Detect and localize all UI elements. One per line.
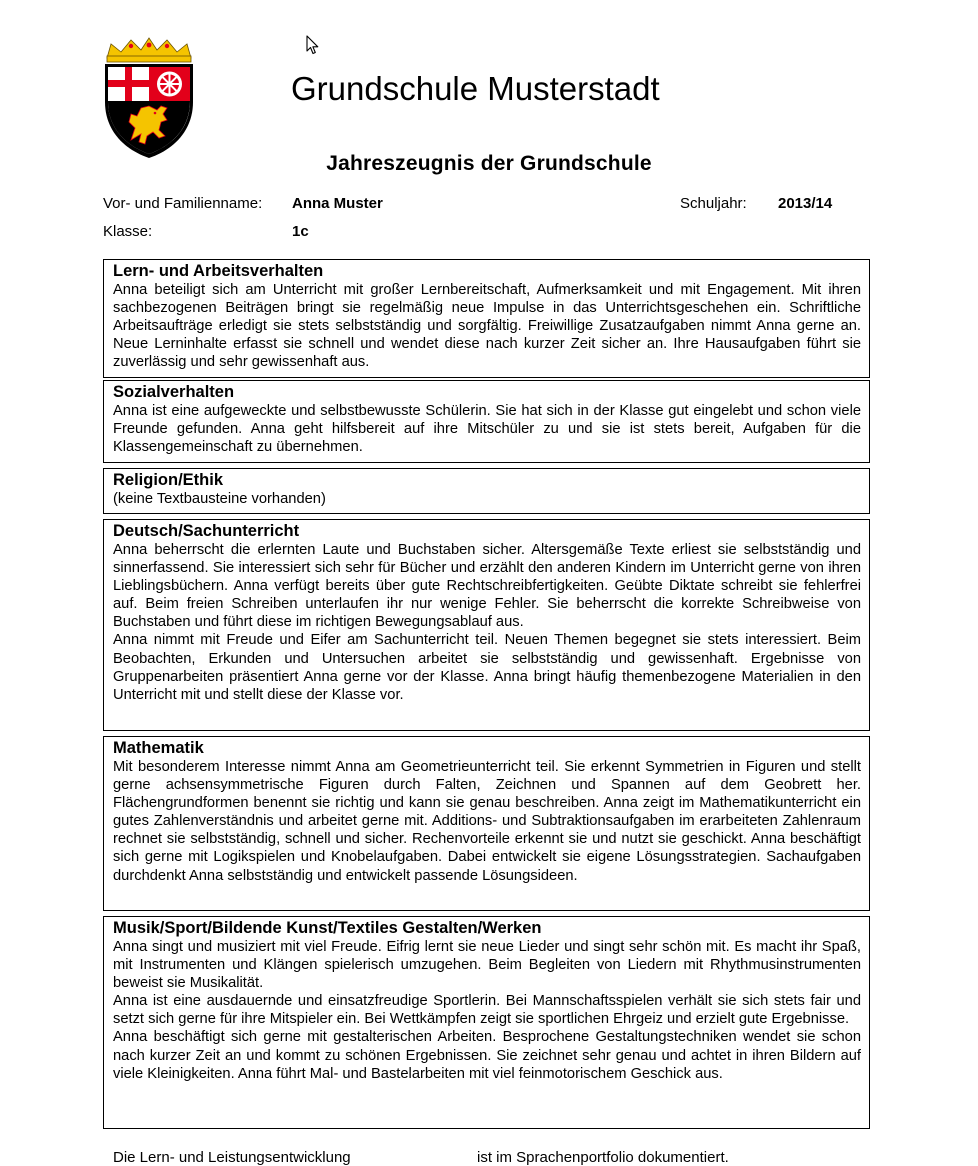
footer-left-text: Die Lern- und Leistungsentwicklung	[113, 1149, 351, 1166]
section-religion-ethik	[103, 468, 870, 514]
section-title: Lern- und Arbeitsverhalten	[113, 262, 324, 280]
section-text: Anna nimmt mit Freude und Eifer am Sachunterricht teil. Neuen Themen begegnet sie stets interessiert. Beim Beobachten, Erkunden und Untersuchen arbeitet sie selbstständig und gewissenhaft. Ergebnisse von Gruppenarbeiten präsentiert Anna gerne vor der Klasse. Anna bringt häufig themenbezogene Materialien in den Unterricht mit und stellt diese der Klasse vor.	[113, 632, 861, 703]
section-text: Anna beherrscht die erlernten Laute und Buchstaben sicher. Altersgemäße Texte erliest sie selbstständig und sinnerfassend. Sie interessiert sich sehr für Bücher und erzählt den anderen Kindern im Unterricht gerne von ihren Lieblingsbüchern. Anna verfügt bereits über gute Rechtschreibfertigkeiten. Geübte Diktate schreibt sie fehlerfrei auf. Beim freien Schreiben unterlaufen ihr nur wenige Fehler. Sie beherrscht die korrekte Schreibweise von Buchstaben und führt diese im richtigen Bewegungsablauf aus.	[113, 542, 861, 631]
class-label: Klasse:	[103, 223, 153, 240]
school-year-value: 2013/14	[778, 195, 833, 212]
school-year-label: Schuljahr:	[680, 195, 747, 212]
coat-of-arms-icon	[101, 36, 197, 160]
section-deutsch-sachunterricht	[103, 519, 870, 731]
section-text: Anna ist eine ausdauernde und einsatzfreudige Sportlerin. Bei Mannschaftsspielen verhält sie sich stets fair und setzt sich gerne für ihre Mitspieler ein. Bei Wettkämpfen zeigt sie sportlichen Ehrgeiz und erzielt gute Ergebnisse.	[113, 993, 861, 1028]
section-title: Deutsch/Sachunterricht	[113, 522, 300, 540]
section-title: Religion/Ethik	[113, 471, 224, 489]
class-value: 1c	[292, 223, 309, 240]
section-title: Musik/Sport/Bildende Kunst/Textiles Gestalten/Werken	[113, 919, 542, 937]
name-value: Anna Muster	[292, 195, 383, 212]
section-text: Mit besonderem Interesse nimmt Anna am Geometrieunterricht teil. Sie erkennt Symmetrien in Figuren und stellt gerne achsensymmetrische Figuren durch Falten, Zeichnen und Spannen auf dem Geobrett her. Flächengrundformen benennt sie richtig und kann sie genau beschreiben. Anna zeigt im Mathematikunterricht ein gutes Zahlenverständnis und arbeitet gerne mit. Additions- und Subtraktionsaufgaben im erarbeiteten Zahlenraum rechnet sie selbstständig, schnell und sicher. Rechenvorteile erkennt sie und nutzt sie geschickt. Anna beschäftigt sich gerne mit Logikspielen und Knobelaufgaben. Dabei entwickelt sie eigene Lösungsstrategien. Sachaufgaben durchdenkt Anna selbstständig und entwickelt passende Lösungsideen.	[113, 759, 861, 884]
document-title: Jahreszeugnis der Grundschule	[326, 152, 652, 175]
section-text: Anna singt und musiziert mit viel Freude. Eifrig lernt sie neue Lieder und singt sehr schön mit. Es macht ihr Spaß, mit Instrumenten und Klängen spielerisch umzugehen. Beim Begleiten von Liedern mit Rhythmusinstrumenten beweist sie Musikalität.	[113, 939, 861, 992]
section-mathematik	[103, 736, 870, 911]
footer-right-text: ist im Sprachenportfolio dokumentiert.	[477, 1149, 729, 1166]
section-musik-sport-kunst	[103, 916, 870, 1129]
section-text: Anna ist eine aufgeweckte und selbstbewusste Schülerin. Sie hat sich in der Klasse gut eingelebt und schon viele Freunde gefunden. Anna geht hilfsbereit auf ihre Mitschüler zu und sie ist stets bereit, Aufgaben für die Klassengemeinschaft zu übernehmen.	[113, 403, 861, 456]
section-text: Anna beschäftigt sich gerne mit gestalterischen Arbeiten. Besprochene Gestaltungstechniken wendet sie schon nach kurzer Zeit an und kommt zu schönen Ergebnissen. Sie zeichnet sehr genau und achtet in ihren Bildern auf viele Kleinigkeiten. Anna führt Mal- und Bastelarbeiten mit viel feinmotorischem Geschick aus.	[113, 1029, 861, 1082]
section-sozialverhalten	[103, 380, 870, 463]
section-title: Mathematik	[113, 739, 204, 757]
mouse-pointer-icon	[306, 35, 320, 55]
school-name: Grundschule Musterstadt	[291, 70, 660, 107]
name-label: Vor- und Familienname:	[103, 195, 263, 212]
section-lern-arbeitsverhalten	[103, 259, 870, 378]
section-text: Anna beteiligt sich am Unterricht mit großer Lernbereitschaft, Aufmerksamkeit und mit Engagement. Mit ihren sachbezogenen Beiträgen bringt sie regelmäßig neue Impulse in das Unterrichtsgeschehen ein. Schriftliche Arbeitsaufträge erledigt sie stets selbstständig und sorgfältig. Freiwillige Zusatzaufgaben nimmt Anna gerne an. Neue Lerninhalte erfasst sie schnell und wendet diese nach kurzer Zeit sicher an. Ihre Hausaufgaben führt sie zuverlässig und sehr gewissenhaft aus.	[113, 282, 861, 371]
section-title: Sozialverhalten	[113, 383, 235, 401]
section-text: (keine Textbausteine vorhanden)	[113, 491, 326, 507]
